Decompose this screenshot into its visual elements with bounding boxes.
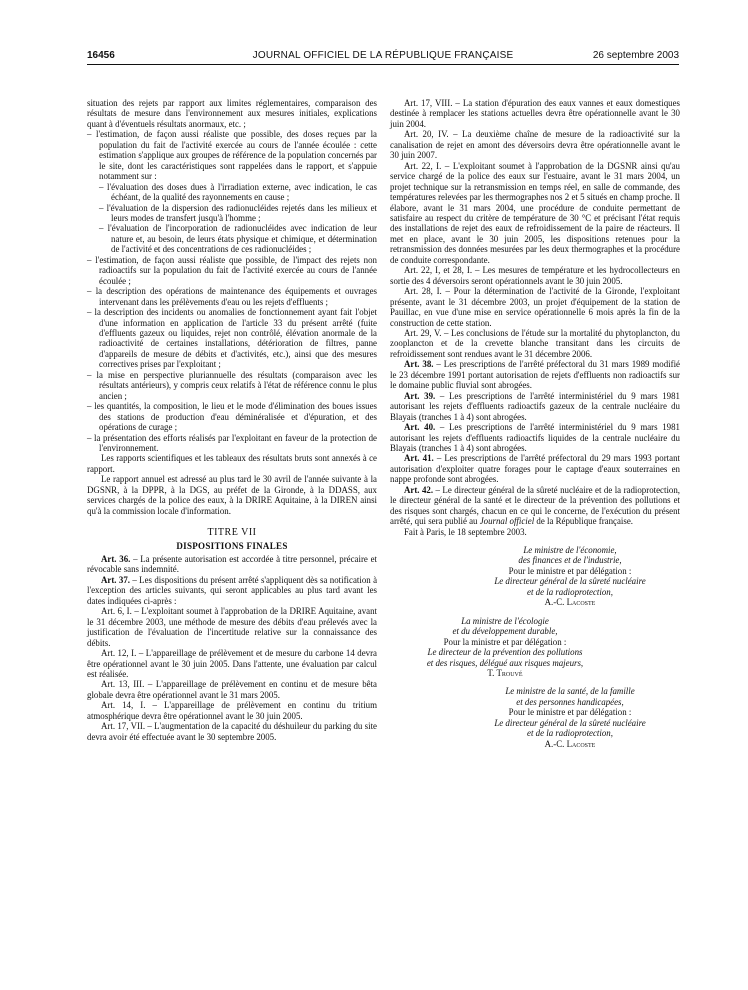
section-subtitle: DISPOSITIONS FINALES [176,540,288,551]
article-text: – Le directeur général de la sûreté nucléaire et de la radioprotection, le directeur général de la santé et le directeur de la prévention des pollutions et des risques sont chargés, chacun en ce qui le concerne, de l'exécution du présent arrêté, qui sera publié au [390,484,681,527]
article-label: Art. 37. [101,574,130,585]
signature-line: Le ministre de l'économie, [523,545,617,556]
list-item: – la présentation des efforts réalisés par l'exploitant en faveur de la protection de l'environnement. [87,432,377,453]
article-text: – Les dispositions du présent arrêté s'appliquent dès sa notification à l'exception des articles suivants, qui seront applicables au plus tard avant les dates indiquées ci-après : [87,574,378,606]
paragraph: Art. 14, I. – L'appareillage de prélèvement en continu du tritium atmosphérique devra être opérationnel avant le 30 juin 2005. [87,700,377,721]
signature-line: et des personnes handicapées, [516,696,624,707]
signatory-name: A.-C. Lacoste [544,597,596,608]
signature-line: Le ministre de la santé, de la famille [505,686,635,697]
signature-line: Pour le ministre et par délégation : [508,707,632,718]
sub-list-item: – l'évaluation de la dispersion des radionucléides rejetés dans les milieux et leurs modes de transfert jusqu'à l'homme ; [99,202,377,223]
paragraph: Art. 17, VIII. – La station d'épuration des eaux vannes et eaux domestiques destinée à remplacer les stations actuelles devra être opérationnelle avant le 30 juin 2004. [390,98,680,129]
article-42 [390,485,680,527]
list-item: – la description des opérations de maintenance des équipements et ouvrages intervenant dans les prélèvements d'eau ou les rejets d'effluents ; [87,286,377,307]
article-38 [390,359,680,390]
paragraph: Art. 28, I. – Pour la détermination de l'activité de la Gironde, l'exploitant présente, avant le 31 décembre 2003, un projet d'équipement de la station de Pauillac, en vue d'une mise en service opérationnelle 6 mois après la fin de la construction de cette station. [390,286,680,328]
signature-line: Le directeur général de la sûreté nucléaire [494,576,646,587]
section-title: TITRE VII [207,527,257,539]
paragraph: Art. 12, I. – L'appareillage de prélèvement et de mesure du carbone 14 devra être opérationnel avant le 30 juin 2005. Dans l'attente, une évaluation par calcul est réalisée. [87,648,377,680]
signature-block-1 [460,545,680,608]
paragraph: Art. 29, V. – Les conclusions de l'étude sur la mortalité du phytoplancton, du zooplancton et de la crevette blanche transitant dans les circuits de refroidissement sont rendues avant le 31 décembre 2006. [390,327,680,359]
article-text: – Les prescriptions de l'arrêté interministériel du 9 mars 1981 autorisant les rejets d'effluents radioactifs liquides de la centrale nucléaire du Blayais (tranches 1 à 4) sont abrogées. [390,422,680,453]
article-text: – La présente autorisation est accordée à titre personnel, précaire et révocable sans indemnité. [87,554,377,575]
place-date: Fait à Paris, le 18 septembre 2003. [404,526,527,537]
article-text: – Les prescriptions de l'arrêté préfectoral du 29 mars 1993 portant autorisation d'exploiter quatre forages pour le captage d'eaux souterraines en nappe profonde sont abrogées. [390,453,680,485]
paragraph: situation des rejets par rapport aux limites réglementaires, comparaison des résultats de mesure dans l'environnement aux mesures initiales, explications quant à d'éventuels résultats anormaux, etc. ; [87,98,377,129]
signature-line: Pour la ministre et par délégation : [443,636,567,647]
signature-block-2 [330,616,680,679]
signature-line: des finances et de l'industrie, [518,555,622,566]
page-number: 16456 [87,50,115,61]
journal-name: Journal officiel [479,516,535,527]
signature-line: et de la radioprotection, [527,728,613,739]
article-label: Art. 36. [101,554,131,565]
paragraph: Art. 13, III. – L'appareillage de prélèvement en continu et de mesure bêta globale devra être opérationnel avant le 31 mars 2005. [87,679,377,700]
article-39 [390,391,680,422]
signature-line: Le directeur général de la sûreté nucléaire [494,717,646,728]
article-label: Art. 39. [404,390,436,401]
signature-line: et de la radioprotection, [527,586,613,597]
signature-line: Pour le ministre et par délégation : [508,565,632,576]
article-40 [390,422,680,453]
article-37 [87,575,377,606]
sub-list-item: – l'évaluation de l'incorporation de radionucléides avec indication de leur nature et, au besoin, de leurs états physique et chimique, et détermination de l'activité et des concentrations de ces radionucléides ; [99,223,377,255]
paragraph: Les rapports scientifiques et les tableaux des résultats bruts sont annexés à ce rapport. [87,453,377,474]
article-text: – Les prescriptions de l'arrêté interministériel du 9 mars 1981 autorisant les rejets d'effluents radioactifs gazeux de la centrale nucléaire du Blayais (tranches 1 à 4) sont abrogées. [390,390,680,422]
signature-line: et des risques, délégué aux risques majeurs, [426,657,584,668]
issue-date: 26 septembre 2003 [592,50,679,61]
article-label: Art. 40. [404,422,436,433]
signature-line: Le directeur de la prévention des pollutions [427,647,583,658]
article-36 [87,554,377,575]
article-label: Art. 42. [404,484,434,495]
paragraph: Art. 17, VII. – L'augmentation de la capacité du déshuileur du parking du site devra avoir été effectuée avant le 30 septembre 2005. [87,721,377,742]
paragraph: Art. 6, I. – L'exploitant soumet à l'approbation de la DRIRE Aquitaine, avant le 31 décembre 2003, une méthode de mesure des débits d'eau prélevés avec la justification de l'évaluation de l'incertitude relative sur la connaissance des débits. [87,606,377,648]
page-header [87,50,679,64]
paragraph: Le rapport annuel est adressé au plus tard le 30 avril de l'année suivante à la DGSNR, à la DPPR, à la DGS, au préfet de la Gironde, à la DDASS, aux services chargés de la police des eaux, à la DRIRE Aquitaine, à la DIREN ainsi qu'à la commission locale d'information. [87,474,377,516]
list-item: – l'estimation, de façon aussi réaliste que possible, des doses reçues par la population du fait de l'activité exercée au cours de l'année écoulée : cette estimation s'applique aux groupes de référence de la population concernés par le site, dont les caractéristiques sont rappelées dans le rapport, et s'appuie notamment sur : [87,129,377,182]
list-item: – la description des incidents ou anomalies de fonctionnement ayant fait l'objet d'une information en application de l'article 33 du présent arrêté (fuite d'effluents gazeux ou liquides, rejet non contrôlé, élévation anormale de la radioactivité de certaines installations, détérioration de filtres, panne d'appareils de mesure de débits et d'activités, etc.), ainsi que des mesures correctives prises par l'exploitant ; [87,307,377,370]
list-item: – la mise en perspective pluriannuelle des résultats (comparaison avec les résultats antérieurs), y compris ceux relatifs à l'état de référence connu le plus ancien ; [87,369,377,401]
header-rule [87,64,679,65]
journal-title: JOURNAL OFFICIEL DE LA RÉPUBLIQUE FRANÇAISE [252,50,514,61]
signature-block-3 [460,686,680,749]
article-41 [390,453,680,484]
list-item: – l'estimation, de façon aussi réaliste que possible, de l'impact des rejets non radioactifs sur la population du fait de l'activité exercée au cours de l'année écoulée ; [87,254,377,286]
signatory-name: A.-C. Lacoste [544,738,596,749]
article-label: Art. 41. [404,453,434,464]
article-label: Art. 38. [404,359,434,370]
article-text: de la République française. [534,516,634,527]
sub-list-item: – l'évaluation des doses dues à l'irradiation externe, avec indication, le cas échéant, de la qualité des rayonnements en cause ; [99,181,377,203]
list-item: – les quantités, la composition, le lieu et le mode d'élimination des boues issues des stations de production d'eau déminéralisée et d'épuration, et des opérations de curage ; [87,401,377,433]
paragraph: Art. 20, IV. – La deuxième chaîne de mesure de la radioactivité sur la canalisation de rejet en amont des déversoirs devra être opérationnelle avant le 30 juin 2007. [390,129,680,161]
signature-line: La ministre de l'écologie [461,615,549,626]
right-column [390,98,680,749]
article-text: – Les prescriptions de l'arrêté préfectoral du 31 mars 1989 modifié le 23 décembre 1991 portant autorisation de rejets d'effluents non radioactifs sur le domaine public fluvial sont abrogées. [390,359,680,391]
signature-line: et du développement durable, [452,626,558,637]
paragraph: Art. 22, I. – L'exploitant soumet à l'approbation de la DGSNR ainsi qu'au service chargé de la police des eaux sur l'estuaire, avant le 31 mars 2004, un projet technique sur la retransmission en temps réel, en salle de commande, des températures relevées par les thermographes nos 2 et 5 situés en champ proche. Il élabore, avant le 31 mars 2004, une procédure de conduite permettant de satisfaire au respect du critère de température de 30 °C et précisant l'état requis des installations de rejet des eaux de refroidissement de la paire de réacteurs. Il met en place, avant le 30 juin 2005, les dispositions retenues pour la retransmission des données mesurées par les deux thermographes et la procédure de conduite correspondante. [390,160,680,265]
signatory-name: T. Trouvé [487,668,523,679]
paragraph: Art. 22, I, et 28, I. – Les mesures de température et les hydrocollecteurs en sortie des 4 déversoirs seront opérationnels avant le 30 juin 2005. [390,265,680,286]
